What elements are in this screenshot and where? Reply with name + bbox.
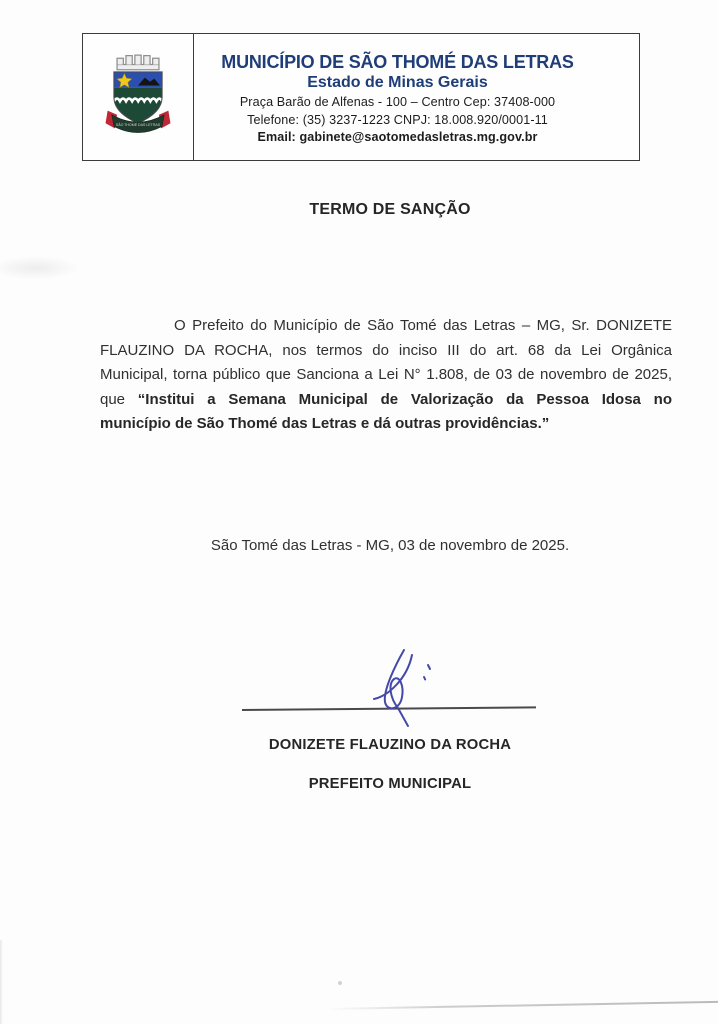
paragraph-line: FLAUZINO DA ROCHA, nos termos do inciso III do art. 68 da Lei Orgânica bbox=[100, 341, 672, 359]
org-name: MUNICÍPIO DE SÃO THOMÉ DAS LETRAS bbox=[221, 51, 574, 72]
scan-artifact-smudge bbox=[0, 256, 80, 280]
signatory-name: DONIZETE FLAUZINO DA ROCHA bbox=[268, 737, 512, 753]
scan-artifact-speck bbox=[338, 981, 342, 985]
org-phone-cnpj: Telefone: (35) 3237-1223 CNPJ: 18.008.920/0001-11 bbox=[247, 112, 548, 127]
paragraph-line: município de São Thomé das Letras e dá outras providências.” bbox=[100, 415, 550, 433]
paragraph-line: Municipal, torna público que Sanciona a Lei N° 1.808, de 03 de novembro de 2025, bbox=[100, 366, 672, 384]
crest-banner-text: SÃO THOMÉ DAS LETRAS bbox=[115, 122, 161, 127]
signature-ink bbox=[350, 646, 455, 731]
municipal-coat-of-arms-icon bbox=[103, 53, 173, 141]
scan-artifact-page-edge bbox=[328, 1001, 718, 1010]
letterhead-text bbox=[194, 34, 639, 160]
org-email: Email: gabinete@saotomedasletras.mg.gov.br bbox=[257, 130, 538, 145]
signatory-role: PREFEITO MUNICIPAL bbox=[308, 776, 472, 792]
document-title: TERMO DE SANÇÃO bbox=[309, 201, 471, 218]
body-paragraph bbox=[100, 314, 672, 437]
paragraph-line: que “Institui a Semana Municipal de Valorização da Pessoa Idosa no bbox=[100, 390, 672, 408]
date-line: São Tomé das Letras - MG, 03 de novembro de 2025. bbox=[210, 537, 570, 554]
scan-artifact-left-edge bbox=[0, 940, 3, 1024]
paragraph-line: O Prefeito do Município de São Tomé das Letras – MG, Sr. DONIZETE bbox=[174, 317, 672, 334]
letterhead bbox=[82, 33, 640, 161]
org-address: Praça Barão de Alfenas - 100 – Centro Cep: 37408-000 bbox=[239, 95, 556, 110]
crest-column bbox=[83, 34, 194, 160]
org-state: Estado de Minas Gerais bbox=[307, 73, 488, 91]
